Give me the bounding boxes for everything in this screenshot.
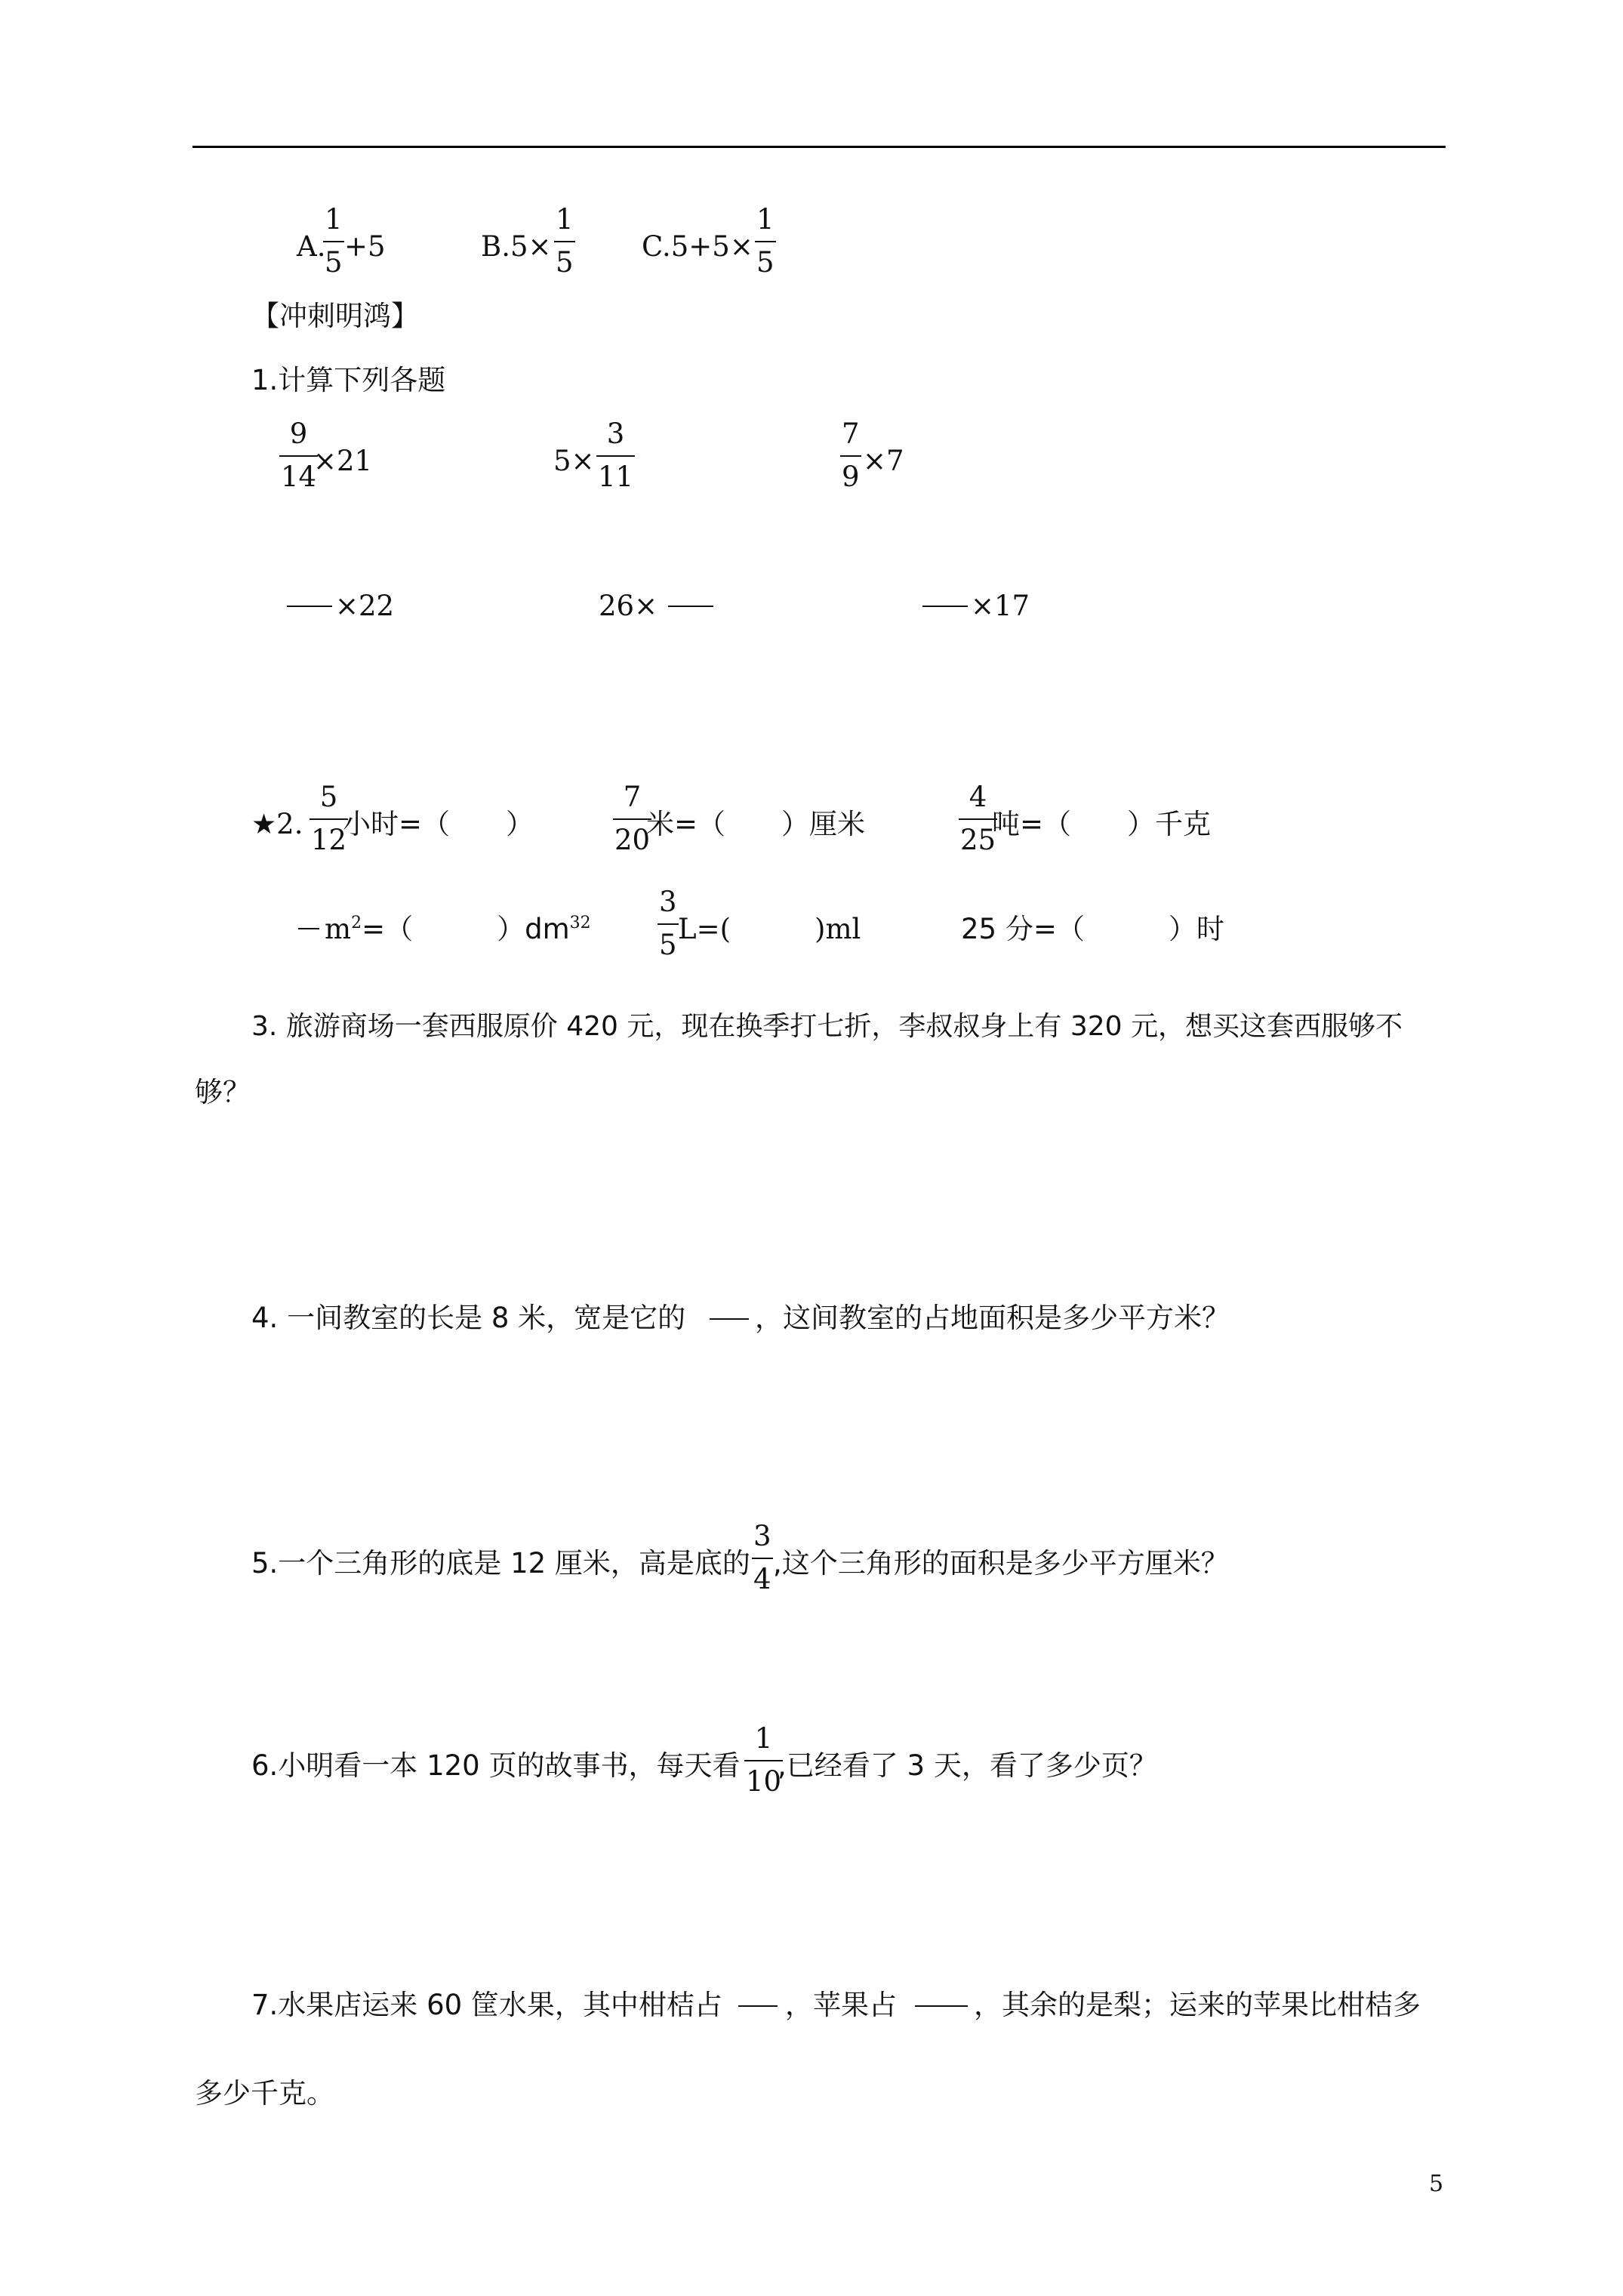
q6-text-part1: 6.小明看一本 120 页的故事书，每天看	[251, 1749, 741, 1782]
q2-b-text: 米=（ ）厘米	[646, 808, 866, 840]
q1-expr2-fraction: 3 11	[598, 418, 634, 493]
q6-text-part2: ,已经看了 3 天，看了多少页？	[778, 1749, 1157, 1782]
option-b-label: B.5×	[481, 230, 552, 263]
q2-b-fraction: 7 20	[614, 781, 651, 856]
q3-line1: 3. 旅游商场一套西服原价 420 元，现在换季打七折，李叔叔身上有 320 元，想买这套西服够不	[251, 1011, 1403, 1042]
q7-text-part1: 7.水果店运来 60 筐水果，其中柑桔占	[251, 1989, 722, 2021]
q5-text-part1: 5.一个三角形的底是 12 厘米，高是底的	[251, 1547, 750, 1579]
q1-title: 1.计算下列各题	[251, 364, 446, 396]
q1-expr1-fraction: 9 14	[281, 418, 317, 493]
q2-e-fraction: 3 5	[659, 886, 677, 961]
q4-fraction-bar	[710, 1318, 749, 1320]
q2-a-fraction: 5 12	[311, 781, 347, 856]
q2-a-text: 小时=（ ）	[343, 808, 534, 840]
option-c-label: C.5+5×	[642, 230, 753, 263]
q7-text-part3: ，其余的是梨；运来的苹果比柑桔多	[974, 1989, 1421, 2021]
q4-text-part1: 4. 一间教室的长是 8 米，宽是它的	[251, 1302, 686, 1334]
option-a-label: A.	[297, 230, 326, 263]
q2-c-fraction: 4 25	[960, 781, 996, 856]
q5-fraction: 3 4	[753, 1520, 771, 1595]
q6-fraction: 1 10	[746, 1722, 782, 1798]
section-title: 【冲刺明鸿】	[251, 300, 419, 332]
header-rule	[192, 146, 1446, 148]
q7-fraction-bar-2	[915, 2005, 968, 2007]
q7-text-part2: ，苹果占	[785, 1989, 897, 2021]
q2-d-text: $m^2=$（ ）$dm^{32}$	[325, 913, 591, 945]
q7-line2: 多少千克。	[195, 2077, 334, 2110]
q2-f-text: 25 分=（ ）时	[961, 913, 1224, 945]
q1-expr6-fraction-bar	[922, 606, 968, 607]
q5-text-part2: ,这个三角形的面积是多少平方厘米？	[773, 1547, 1229, 1579]
q1-expr6-suffix: ×17	[971, 590, 1030, 622]
q1-expr3-suffix: ×7	[863, 445, 904, 477]
q1-expr4-suffix: ×22	[335, 590, 395, 622]
q2-c-text: 吨=（ ）千克	[992, 808, 1212, 840]
q1-expr2-prefix: 5×	[553, 445, 595, 477]
option-c-fraction: 1 5	[756, 203, 775, 279]
q2-d-fraction-bar	[298, 928, 319, 929]
option-b-fraction: 1 5	[556, 203, 574, 279]
q1-expr3-fraction: 7 9	[842, 418, 860, 493]
q7-fraction-bar-1	[738, 2005, 778, 2007]
q1-expr1-suffix: ×21	[313, 445, 373, 477]
q2-prefix: ★2.	[251, 808, 303, 840]
q3-line2: 够？	[195, 1076, 251, 1108]
q2-e-text: L=( )ml	[678, 913, 861, 945]
page-number: 5	[1429, 2171, 1444, 2197]
q1-expr5-fraction-bar	[668, 606, 713, 607]
option-a-suffix: +5	[344, 230, 386, 263]
q1-expr4-fraction-bar	[287, 606, 332, 607]
q1-expr5-prefix: 26×	[599, 590, 658, 622]
option-a-fraction: 1 5	[325, 203, 343, 279]
q4-text-part2: ，这间教室的占地面积是多少平方米？	[755, 1302, 1230, 1334]
